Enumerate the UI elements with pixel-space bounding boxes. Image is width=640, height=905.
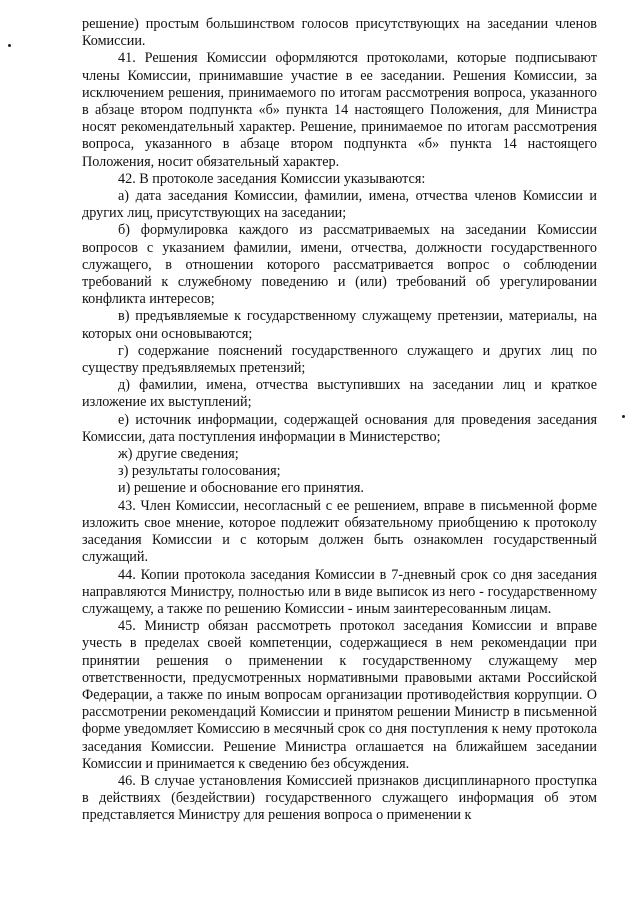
paragraph-44: 44. Копии протокола заседания Комиссии в 7-дневный срок со дня заседания направляются Министру, полностью или в виде выписок из него - государственному служащему, а также по решению Комиссии - иным заинтересованным лицам. — [82, 566, 597, 617]
list-item-i: и) решение и обоснование его принятия. — [118, 480, 364, 497]
paragraph-45: 45. Министр обязан рассмотреть протокол заседания Комиссии и вправе учесть в пределах своей компетенции, содержащиеся в нем рекомендации при принятии решения о применении к государственному служащему мер ответственности, предусмотренных нормативными правовыми актами Российской Федерации, а также по иным вопросам организации противодействия коррупции. О рассмотрении рекомендаций Комиссии и принятом решении Министр в письменной форме уведомляет Комиссию в месячный срок со дня поступления к нему протокола заседания Комиссии. Решение Министра оглашается на ближайшем заседании Комиссии и принимается к сведению без обсуждения. — [82, 618, 597, 772]
list-item-g: г) содержание пояснений государственного служащего и других лиц по существу предъявляемых претензий; — [82, 342, 597, 377]
list-item-d: д) фамилии, имена, отчества выступивших на заседании лиц и краткое изложение их выступлений; — [82, 377, 597, 411]
paragraph-continuation: решение) простым большинством голосов присутствующих на заседании членов Комиссии. — [82, 16, 597, 50]
paragraph-43: 43. Член Комиссии, несогласный с ее решением, вправе в письменной форме изложить свое мнение, которое подлежит обязательному приобщению к протоколу заседания Комиссии и с которым должен быть ознакомлен государственный служащий. — [82, 497, 597, 566]
paragraph-46: 46. В случае установления Комиссией признаков дисциплинарного проступка в действиях (бездействии) государственного служащего информация об этом представляется Министру для решения вопроса о применении к — [82, 772, 597, 824]
document-page — [82, 16, 597, 825]
scan-dot — [622, 415, 625, 418]
list-item-zh: ж) другие сведения; — [118, 446, 239, 463]
list-item-v: в) предъявляемые к государственному служащему претензии, материалы, на которых они основываются; — [82, 308, 597, 342]
paragraph-42: 42. В протоколе заседания Комиссии указываются: — [118, 170, 426, 187]
list-item-b: б) формулировка каждого из рассматриваемых на заседании Комиссии вопросов с указанием фамилии, имени, отчества, должности государственного служащего, в отношении которого рассматривается вопрос о соблюдении требований к служебному поведению и (или) требований об урегулировании конфликта интересов; — [82, 222, 597, 308]
paragraph-41: 41. Решения Комиссии оформляются протоколами, которые подписывают члены Комиссии, принимавшие участие в ее заседании. Решения Комиссии, за исключением решения, принимаемого по итогам рассмотрения вопроса, указанного в абзаце втором подпункта «б» пункта 14 настоящего Положения, для Министра носят рекомендательный характер. Решение, принимаемое по итогам рассмотрения вопроса, указанного в абзаце втором подпункта «б» пункта 14 настоящего Положения, носит обязательный характер. — [82, 50, 597, 170]
list-item-z: з) результаты голосования; — [118, 463, 281, 480]
list-item-a: а) дата заседания Комиссии, фамилии, имена, отчества членов Комиссии и других лиц, присутствующих на заседании; — [82, 188, 597, 222]
scan-dot — [8, 44, 11, 47]
list-item-e: е) источник информации, содержащей основания для проведения заседания Комиссии, дата поступления информации в Министерство; — [82, 411, 597, 445]
